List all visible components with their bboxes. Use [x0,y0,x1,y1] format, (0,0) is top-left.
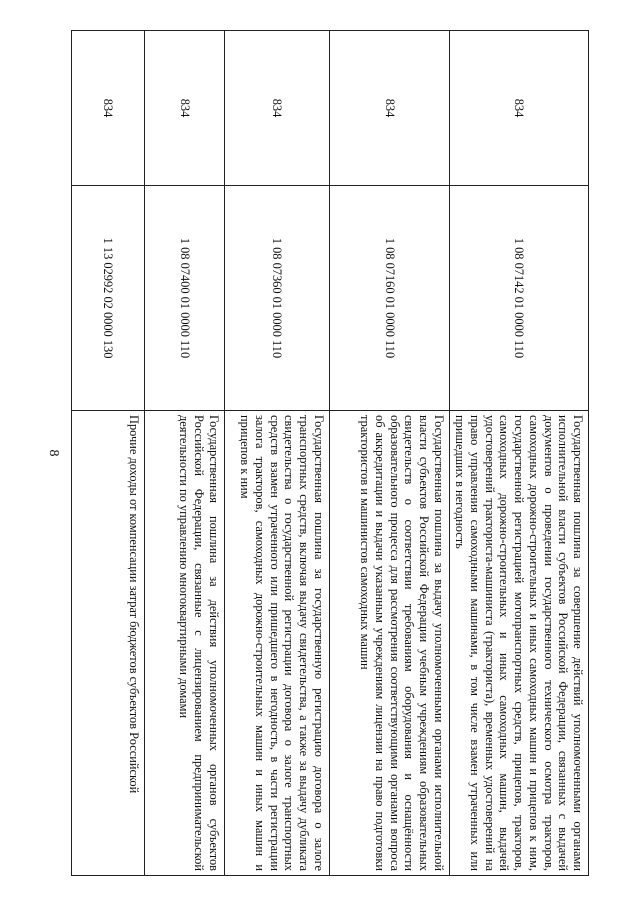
description-cell: Государственная пошлина за государственную регистрацию договора о залоге транспортных средств, включая выдачу свидетельства, а также за выдачу дубликата свидетельства о государственной регистрации договора о залоге транспортных средств взамен утраченного или пришедшего в негодность, в части регистрации залога тракторов, самоходных дорожно-строительных машин и иных машин и прицепов к ним [224,411,329,876]
agency-code-cell: 834 [449,31,588,186]
budget-code-cell: 1 08 07400 01 0000 110 [144,186,224,411]
description-cell: Прочие доходы от компенсации затрат бюджетов субъектов Российской [71,411,144,876]
budget-code-cell: 1 13 02992 02 0000 130 [71,186,144,411]
table-row [329,31,449,876]
description-cell: Государственная пошлина за совершение действий уполномоченными органами исполнительной власти субъектов Российской Федерации, связанных с выдачей документов о проведении государственного технического осмотра тракторов, самоходных дорожно-строительных и иных самоходных машин и прицепов к ним, государственной регистрацией мотопранспортных средств, прицепов, тракторов, самоходных дорожно-строительных и иных самоходных машин, выдачей удостоверений тракториста-машиниста (тракториста), временных удостоверений на право управления самоходными машинами, в том числе взамен утраченных или пришедших в негодность [449,411,588,876]
table-row [449,31,588,876]
description-cell: Государственная пошлина за действия уполномоченных органов субъектов Российской Федерации, связанные с лицензированием предпринимательской деятельности по управлению многоквартирными домами [144,411,224,876]
table-row [144,31,224,876]
page-number: 8 [46,449,61,457]
rotated-table-container [81,30,589,875]
agency-code-cell: 834 [71,31,144,186]
table-row [71,31,144,876]
description-cell: Государственная пошлина за выдачу уполномоченными органами исполнительной власти субъектов Российской Федерации учебным учреждениям образовательных свидетельств о соответствии требованиям оборудования и оснащённости образовательного процесса для рассмотрения соответствующими органами вопроса об аккредитации и выдачи указанным учреждениям лицензии на право подготовки трактористов и машинистов самоходных машин [329,411,449,876]
revenue-codes-table [71,30,589,876]
agency-code-cell: 834 [329,31,449,186]
budget-code-cell: 1 08 07142 01 0000 110 [449,186,588,411]
budget-code-cell: 1 08 07360 01 0000 110 [224,186,329,411]
agency-code-cell: 834 [144,31,224,186]
budget-code-cell: 1 08 07160 01 0000 110 [329,186,449,411]
agency-code-cell: 834 [224,31,329,186]
table-row [224,31,329,876]
